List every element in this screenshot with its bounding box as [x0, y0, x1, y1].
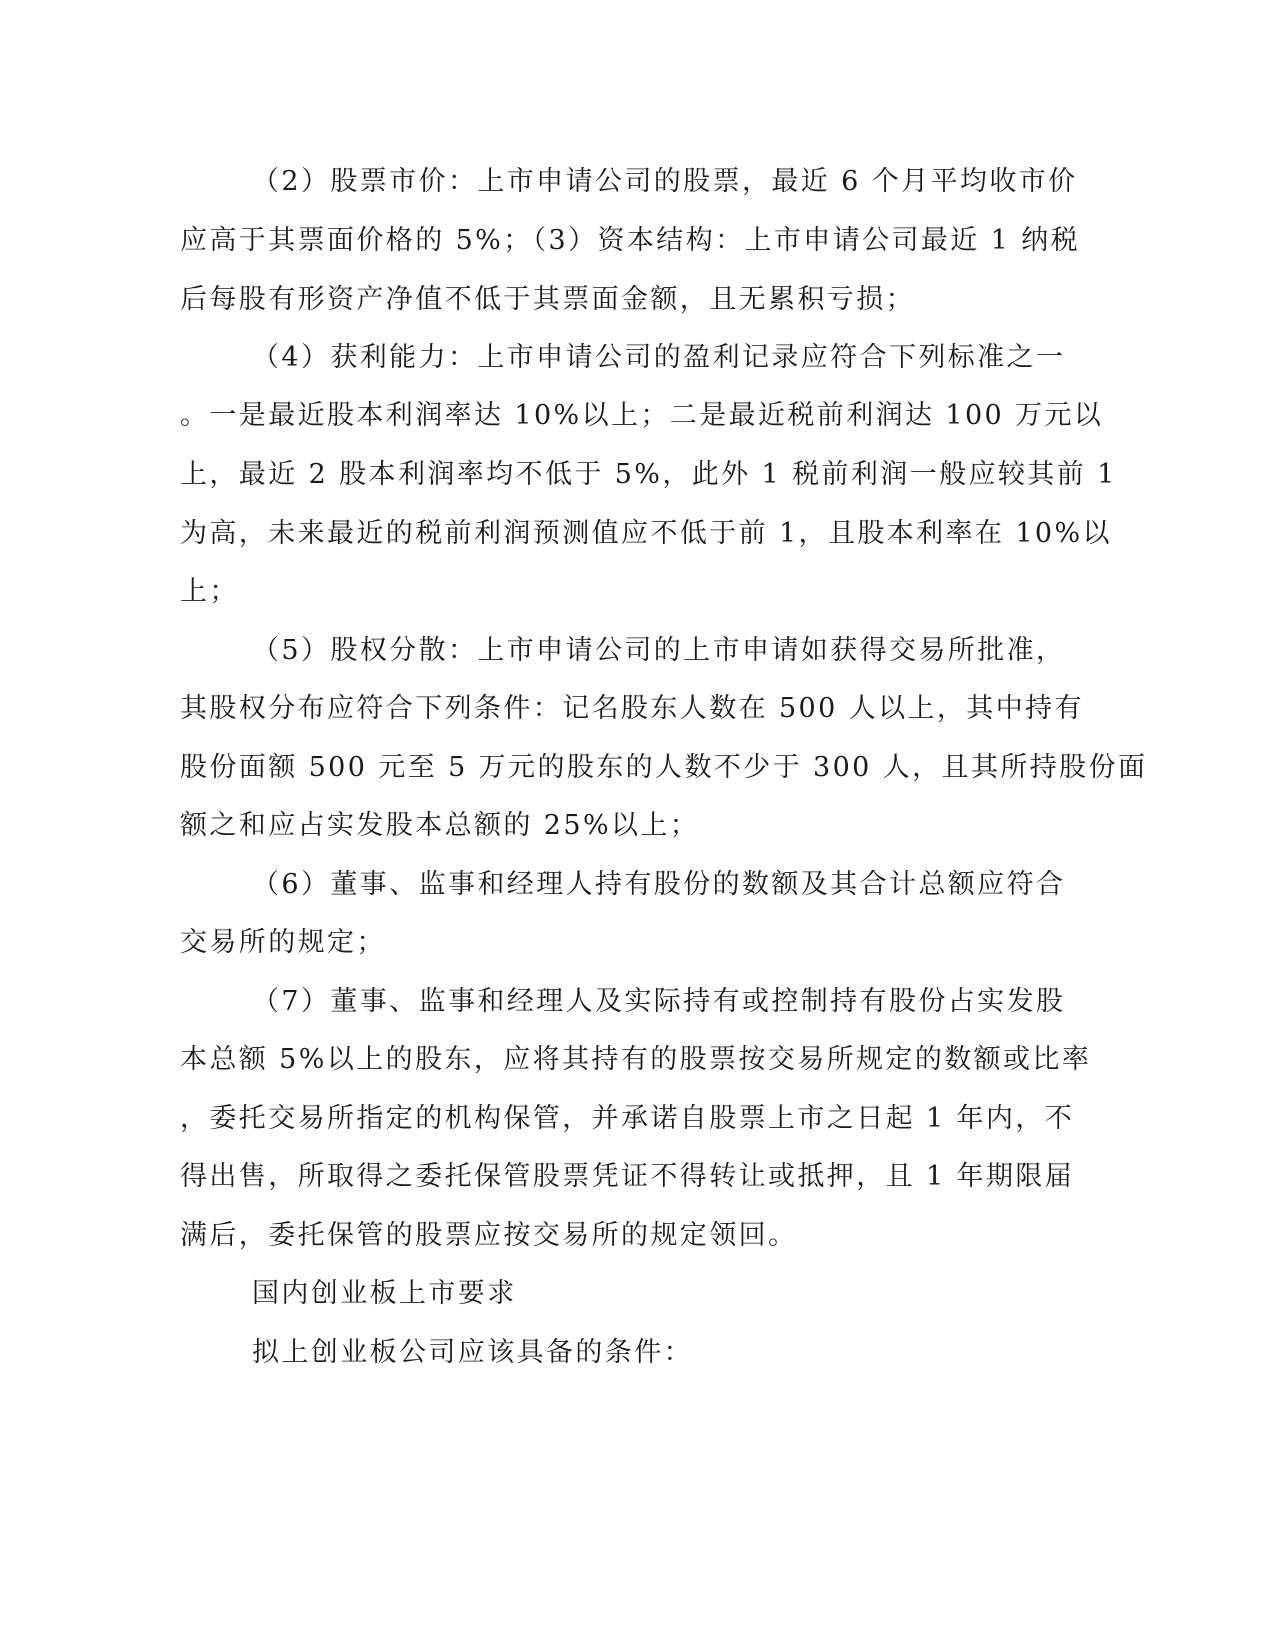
text-line-9: （5）股权分散：上市申请公司的上市申请如获得交易所批准，	[252, 635, 1066, 666]
text-line-10: 其股权分布应符合下列条件：记名股东人数在 500 人以上，其中持有	[180, 693, 1084, 724]
text-line-14: 交易所的规定；	[180, 927, 386, 958]
section-heading: 国内创业板上市要求	[252, 1278, 517, 1309]
text-line-18: 得出售，所取得之委托保管股票凭证不得转让或抵押，且 1 年期限届	[180, 1161, 1075, 1192]
text-line-2: 应高于其票面价格的 5%；（3）资本结构：上市申请公司最近 1 纳税	[180, 225, 1081, 256]
text-line-5: 。一是最近股本利润率达 10%以上；二是最近税前利润达 100 万元以	[180, 400, 1104, 431]
text-line-19: 满后，委托保管的股票应按交易所的规定领回。	[180, 1220, 798, 1251]
text-line-16: 本总额 5%以上的股东，应将其持有的股票按交易所规定的数额或比率	[180, 1044, 1092, 1075]
text-line-1: （2）股票市价：上市申请公司的股票，最近 6 个月平均收市价	[252, 166, 1078, 197]
text-line-7: 为高，未来最近的税前利润预测值应不低于前 1，且股本利率在 10%以	[180, 518, 1112, 549]
text-line-6: 上，最近 2 股本利润率均不低于 5%，此外 1 税前利润一般应较其前 1	[180, 459, 1117, 490]
text-line-17: ，委托交易所指定的机构保管，并承诺自股票上市之日起 1 年内，不	[180, 1103, 1075, 1134]
text-line-15: （7）董事、监事和经理人及实际持有或控制持有股份占实发股	[252, 986, 1066, 1017]
text-line-12: 额之和应占实发股本总额的 25%以上；	[180, 810, 700, 841]
text-line-8: 上；	[180, 576, 239, 607]
text-line-13: （6）董事、监事和经理人持有股份的数额及其合计总额应符合	[252, 869, 1066, 900]
text-line-11: 股份面额 500 元至 5 万元的股东的人数不少于 300 人，且其所持股份面	[180, 752, 1148, 783]
text-line-3: 后每股有形资产净值不低于其票面金额，且无累积亏损；	[180, 284, 915, 315]
text-line-4: （4）获利能力：上市申请公司的盈利记录应符合下列标准之一	[252, 342, 1066, 373]
text-line-21: 拟上创业板公司应该具备的条件：	[252, 1337, 693, 1368]
